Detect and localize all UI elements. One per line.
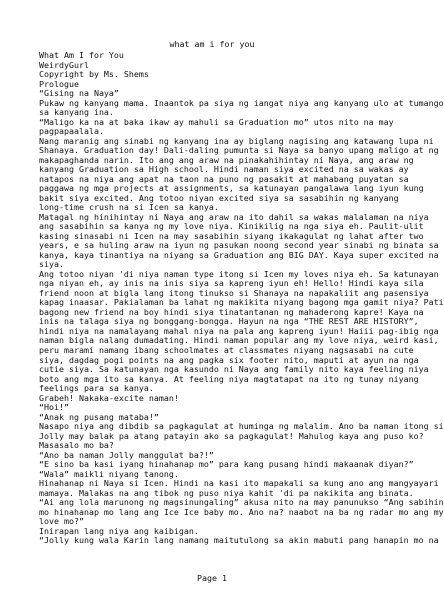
text-line: makapaghanda narin. Ito ang ang araw na pinakahihintay ni Naya, ang araw ng <box>39 154 414 165</box>
text-line: Ang totoo niyan 'di niya naman type itong si Icen my loves niya eh. Sa katunayan <box>39 268 439 279</box>
text-line: mo hinahanap mo lang ang Ice Ice baby mo. Ano na? naabot na ba ng radar mo ang my <box>39 506 444 517</box>
text-line: love mo?” <box>39 516 84 527</box>
text-line: “Ai ang lola marunong ng magsinungaling” akusa nito na may panunukso “Ang sabihin <box>39 497 444 508</box>
text-line: Inirapan lang niya ang kaibigan. <box>39 525 199 536</box>
text-line: Matagal ng hinihintay ni Naya ang araw na ito dahil sa wakas malalaman na niya <box>39 211 429 222</box>
text-line: peru marami namang ibang schoolmates at classmates niyang nagsasabi na cute <box>39 344 414 355</box>
text-line: bakit siya excited. Ang totoo niyan excited siya sa sasabihin ng kanyang <box>39 192 399 203</box>
text-line: natapos na niya ang apat na taon na puno ng pasakit at mahabang puyatan sa <box>39 173 409 184</box>
text-line: “Maligo ka na at baka ikaw ay mahuli sa Graduation mo” utos nito na may <box>39 116 394 127</box>
text-line: pagpapaalala. <box>39 126 104 137</box>
text-line: paggawa ng mga projects at assignments, sa katunayan pangalawa lang iyun kung <box>39 183 424 194</box>
text-line: “Anak ng pusang mataba!” <box>39 411 159 422</box>
page-number: Page 1 <box>197 573 227 583</box>
text-line: years, e sa huling araw na iyun ng pasukan noong second year sinabi ng binata sa <box>39 240 439 251</box>
text-line: boto ang mga ito sa kanya. At feeling niya magtatapat na ito ng tunay niyang <box>39 373 419 384</box>
text-line: siya. <box>39 259 64 270</box>
text-line: bagong new friend na boy hindi siya tinatantanan ng mahaderong kapre! Kaya na <box>39 306 424 317</box>
document-body <box>39 50 444 546</box>
text-line: WeirdyGurl <box>39 59 89 70</box>
text-line: inis na talaga siya ng bonggang-bongga. Hayun na nga “THE REST ARE HISTORY”, <box>39 316 419 327</box>
text-line: kanyang Graduation sa High school. Hindi naman siya excited na sa wakas ay <box>39 164 409 175</box>
text-line: Nang maranig ang sinabi ng kanyang ina ay biglang nagising ang katawang lupa ni <box>39 135 434 146</box>
text-line: Hinahanap ni Naya si Icen. Hindi na kasi ito mapakali sa kung ano ang mangyayari <box>39 478 439 489</box>
text-line: “Jolly kung wala Karin lang namang maitutulong sa akin mabuti pang hanapin mo na <box>39 535 439 546</box>
text-line: “Ano ba naman Jolly manggulat ba?!” <box>39 449 214 460</box>
text-line: Copyright by Ms. Shems <box>39 69 149 80</box>
document-header-title: what am i for you <box>169 39 255 49</box>
text-line: “Gising na Naya” <box>39 88 119 99</box>
text-line: long-time crush na si Icen sa kanya. <box>39 202 219 213</box>
text-line: Nasapo niya ang dibdib sa pagkagulat at huminga ng malalim. Ano ba naman itong si <box>39 421 444 432</box>
text-line: “Hoi!” <box>39 402 69 413</box>
text-line: Prologue <box>39 78 79 89</box>
text-line: friend noon at bigla lang itong tinukso si Shanaya na napakaliit ang pasensiya <box>39 287 429 298</box>
text-line: Masasalo mo ba? <box>39 440 114 451</box>
text-line: What Am I for You <box>39 50 124 60</box>
text-line: siya, dagdag pogi points na ang pagka six footer nito, maputi at ayun na nga <box>39 354 419 365</box>
text-line: sa kanyang ina. <box>39 107 114 118</box>
text-line: “Wala” maikli niyang tanong. <box>39 468 179 479</box>
text-line: nga niyan eh, ay inis na inis siya sa kapreng iyun eh! Hello! Hindi kaya sila <box>39 278 424 289</box>
text-line: naman bigla nalang dumadating. Hindi naman popular ang my love niya, weird kasi, <box>39 335 439 346</box>
text-line: “E sino ba kasi iyang hinahanap mo” para kang pusang hindi makaanak diyan?” <box>39 459 414 470</box>
text-line: cutie siya. Sa katunayan nga kasundo ni Naya ang family nito kaya feeling niya <box>39 364 429 375</box>
text-line: kapag inaasar. Pakialaman ba lahat ng makikita niyang bagong mga gamit niya? Pati <box>39 297 444 308</box>
text-line: kasing sinasabi ni Icen na may sasabihin siyang ikakagulat ng lahat after two <box>39 230 424 241</box>
text-line: Pukaw ng kanyang mama. Inaantok pa siya ng iangat niya ang kanyang ulo at tumango <box>39 97 444 108</box>
text-line: feelings para sa kanya. <box>39 383 154 394</box>
text-line: Shanaya. Graduation day! Dali-daling pumunta si Naya sa banyo upang maligo at ng <box>39 145 439 156</box>
text-line: hindi niya na namalayang mahal niya na pala ang kapreng iyun! Haiii pag-ibig nga <box>39 325 439 336</box>
text-line: ang sasabihin sa kanya ng my love niya. Kinikilig na nga siya eh. Paulit-ulit <box>39 221 424 232</box>
text-line: kanya, kaya tinantiya na niyang sa Graduation ang BIG DAY. Kaya super excited na <box>39 249 439 260</box>
text-line: mamaya. Malakas na ang tibok ng puso niya kahit 'di pa nakikita ang binata. <box>39 487 414 498</box>
text-line: Grabeh! Nakaka-excite naman! <box>39 392 179 403</box>
text-line: Jolly may balak pa atang patayin ako sa pagkagulat! Mahulog kaya ang puso ko? <box>39 430 424 441</box>
